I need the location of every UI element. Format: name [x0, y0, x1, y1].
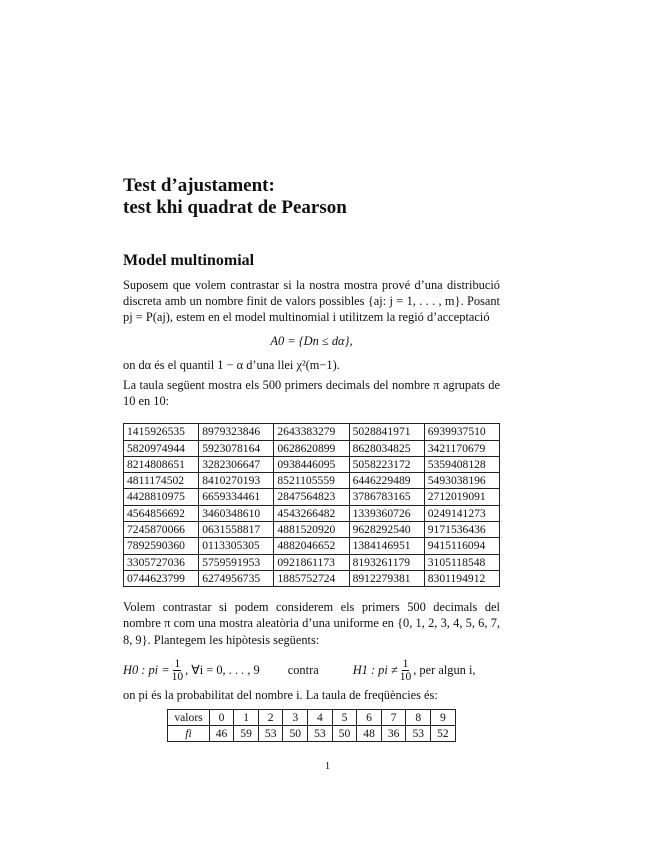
table-row — [124, 473, 500, 489]
frequency-table-counts-row — [168, 726, 455, 742]
table-row — [124, 505, 500, 521]
paragraph-intro: Suposem que volem contrastar si la nostra mostra prové d’una distribució discreta amb un nombre finit de valors possibles {aj: j = 1, . . . , m}. Posant pj = P(aj), estem en el model multinomial i utilitzem la regió d’acceptació — [123, 278, 500, 325]
table-row — [124, 440, 500, 456]
table-cell: 1384146951 — [349, 538, 424, 554]
table-cell: 5820974944 — [124, 440, 199, 456]
table-cell: 3421170679 — [424, 440, 499, 456]
frequency-count-cell: 36 — [381, 726, 406, 742]
table-cell: 0628620899 — [274, 440, 349, 456]
h1-fraction-num: 1 — [402, 657, 409, 670]
table-cell: 8301194912 — [424, 570, 499, 586]
table-row — [124, 522, 500, 538]
title-line-1: Test d’ajustament: — [123, 175, 275, 196]
frequency-value-cell: 1 — [234, 710, 259, 726]
table-cell: 5028841971 — [349, 424, 424, 440]
table-row — [124, 489, 500, 505]
table-cell: 9171536436 — [424, 522, 499, 538]
table-cell: 0921861173 — [274, 554, 349, 570]
table-cell: 4564856692 — [124, 505, 199, 521]
pi-digits-table-body — [124, 424, 500, 587]
table-cell: 6659334461 — [199, 489, 274, 505]
paragraph-table-intro: La taula següent mostra els 500 primers decimals del nombre π agrupats de 10 en 10: — [123, 377, 500, 409]
page-number: 1 — [324, 760, 331, 772]
h0-right: , ∀i = 0, . . . , 9 — [185, 663, 260, 678]
table-cell: 8521105559 — [274, 473, 349, 489]
table-cell: 9415116094 — [424, 538, 499, 554]
table-cell: 3786783165 — [349, 489, 424, 505]
table-cell: 1415926535 — [124, 424, 199, 440]
table-cell: 6939937510 — [424, 424, 499, 440]
h0-left: H0 : pi = — [123, 662, 170, 677]
table-cell: 2847564823 — [274, 489, 349, 505]
h0-fraction — [172, 658, 184, 683]
table-cell: 3305727036 — [124, 554, 199, 570]
table-cell: 8214808651 — [124, 456, 199, 472]
frequency-count-cell: 48 — [357, 726, 382, 742]
frequency-value-cell: 2 — [258, 710, 283, 726]
table-cell: 0113305305 — [199, 538, 274, 554]
table-row — [124, 538, 500, 554]
table-cell: 7892590360 — [124, 538, 199, 554]
frequency-table-values-row — [168, 710, 455, 726]
table-row — [124, 456, 500, 472]
h1-fraction-den: 10 — [399, 670, 412, 683]
frequency-counts-label: fi — [168, 726, 209, 742]
h1-right: , per algun i, — [413, 662, 476, 677]
table-cell: 0631558817 — [199, 522, 274, 538]
frequency-count-cell: 59 — [234, 726, 259, 742]
table-row — [124, 424, 500, 440]
table-cell: 8912279381 — [349, 570, 424, 586]
table-cell: 8410270193 — [199, 473, 274, 489]
table-cell: 3282306647 — [199, 456, 274, 472]
table-row — [124, 570, 500, 586]
frequency-count-cell: 50 — [332, 726, 357, 742]
table-cell: 4428810975 — [124, 489, 199, 505]
table-cell: 3105118548 — [424, 554, 499, 570]
acceptance-region-formula: A0 = {Dn ≤ dα}, — [270, 333, 353, 348]
frequency-value-cell: 6 — [357, 710, 382, 726]
frequency-value-cell: 8 — [406, 710, 431, 726]
frequency-count-cell: 53 — [406, 726, 431, 742]
frequency-value-cell: 4 — [308, 710, 333, 726]
table-cell: 6274956735 — [199, 570, 274, 586]
table-cell: 0249141273 — [424, 505, 499, 521]
frequency-values-label: valors — [168, 710, 209, 726]
h0-fraction-den: 10 — [171, 670, 184, 683]
table-cell: 1339360726 — [349, 505, 424, 521]
h1-left: H1 : pi ≠ — [352, 662, 398, 677]
frequency-value-cell: 0 — [209, 710, 234, 726]
frequency-table — [167, 709, 455, 742]
table-cell: 5493038196 — [424, 473, 499, 489]
table-cell: 2712019091 — [424, 489, 499, 505]
table-cell: 5058223172 — [349, 456, 424, 472]
h0-fraction-num: 1 — [174, 657, 181, 670]
page-content — [123, 175, 500, 742]
contra-label: contra — [287, 662, 319, 677]
hypotheses-line — [123, 658, 500, 683]
frequency-value-cell: 7 — [381, 710, 406, 726]
table-cell: 7245870066 — [124, 522, 199, 538]
document-title — [123, 175, 500, 219]
table-cell: 1885752724 — [274, 570, 349, 586]
table-cell: 6446229489 — [349, 473, 424, 489]
table-cell: 5359408128 — [424, 456, 499, 472]
table-cell: 8193261179 — [349, 554, 424, 570]
h1-fraction — [400, 658, 412, 683]
table-cell: 0744623799 — [124, 570, 199, 586]
table-cell: 5923078164 — [199, 440, 274, 456]
title-line-2: test khi quadrat de Pearson — [123, 197, 347, 218]
frequency-count-cell: 46 — [209, 726, 234, 742]
table-cell: 0938446095 — [274, 456, 349, 472]
frequency-count-cell: 53 — [308, 726, 333, 742]
table-cell: 8979323846 — [199, 424, 274, 440]
table-cell: 8628034825 — [349, 440, 424, 456]
paragraph-hypothesis-intro: Volem contrastar si podem considerem els primers 500 decimals del nombre π com una mostra aleatòria d’una uniforme en {0, 1, 2, 3, 4, 5, 6, 7, 8, 9}. Plantegem les hipòtesis següents: — [123, 600, 500, 647]
table-cell: 4811174502 — [124, 473, 199, 489]
table-cell: 4881520920 — [274, 522, 349, 538]
pi-digits-table — [123, 423, 500, 587]
frequency-count-cell: 52 — [431, 726, 456, 742]
frequency-value-cell: 9 — [431, 710, 456, 726]
table-cell: 9628292540 — [349, 522, 424, 538]
paragraph-quantile: on dα és el quantil 1 − α d’una llei χ²(m−1). — [123, 357, 340, 372]
frequency-value-cell: 3 — [283, 710, 308, 726]
frequency-count-cell: 53 — [258, 726, 283, 742]
table-cell: 4882046652 — [274, 538, 349, 554]
paragraph-frequency-intro: on pi és la probabilitat del nombre i. La taula de freqüències és: — [123, 687, 438, 702]
section-title: Model multinomial — [123, 252, 255, 269]
table-row — [124, 554, 500, 570]
frequency-count-cell: 50 — [283, 726, 308, 742]
table-cell: 5759591953 — [199, 554, 274, 570]
frequency-value-cell: 5 — [332, 710, 357, 726]
table-cell: 2643383279 — [274, 424, 349, 440]
table-cell: 3460348610 — [199, 505, 274, 521]
table-cell: 4543266482 — [274, 505, 349, 521]
